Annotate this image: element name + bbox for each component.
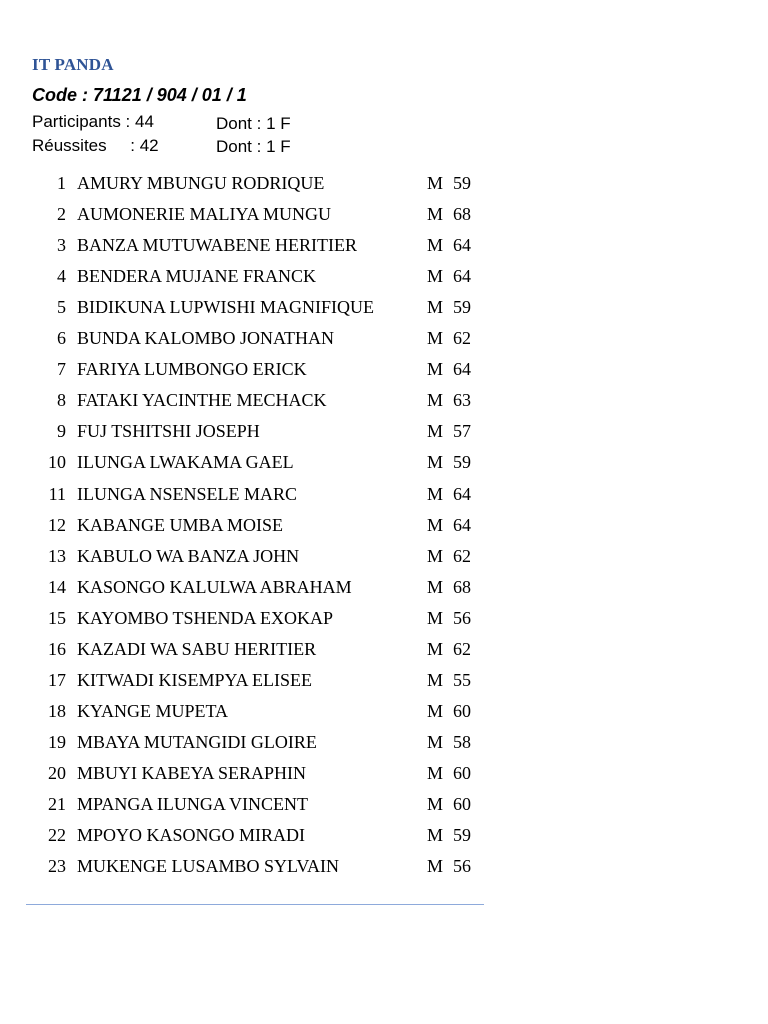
list-item: [0, 359, 500, 381]
list-item: [0, 328, 500, 350]
student-score: 56: [453, 607, 471, 628]
student-name: ILUNGA LWAKAMA GAEL: [77, 452, 294, 473]
student-name: KABULO WA BANZA JOHN: [77, 545, 300, 566]
student-sex: M: [427, 173, 444, 193]
student-sex: M: [427, 576, 444, 597]
student-name: AUMONERIE MALIYA MUNGU: [77, 204, 331, 225]
student-number: 19: [48, 731, 66, 752]
list-item: [0, 732, 500, 754]
list-item: [0, 235, 500, 257]
student-sex: M: [427, 607, 444, 628]
student-sex: M: [427, 700, 444, 721]
student-number: 11: [48, 483, 66, 504]
list-item: [0, 546, 500, 568]
student-sex: M: [427, 856, 444, 877]
student-sex: M: [427, 638, 444, 659]
divider: [26, 904, 484, 905]
student-number: 16: [48, 638, 66, 659]
student-number: 8: [57, 390, 66, 411]
student-score: 58: [453, 731, 471, 752]
student-sex: M: [427, 328, 444, 349]
student-score: 63: [453, 390, 471, 411]
student-number: 18: [48, 700, 66, 721]
student-name: ILUNGA NSENSELE MARC: [77, 483, 298, 504]
student-number: 2: [57, 204, 66, 225]
student-sex: M: [427, 235, 444, 256]
student-name: FUJ TSHITSHI JOSEPH: [77, 421, 260, 442]
student-name: BIDIKUNA LUPWISHI MAGNIFIQUE: [77, 297, 374, 318]
student-score: 64: [453, 514, 471, 535]
student-sex: M: [427, 421, 444, 442]
success-count: Réussites : 42: [32, 136, 159, 155]
student-number: 1: [57, 173, 66, 193]
student-score: 59: [453, 452, 471, 473]
list-item: [0, 577, 500, 599]
student-sex: M: [427, 731, 444, 752]
list-item: [0, 452, 500, 474]
student-score: 55: [453, 669, 471, 690]
student-number: 15: [48, 607, 66, 628]
participants-count: Participants : 44: [32, 112, 154, 131]
list-item: [0, 763, 500, 785]
list-item: [0, 390, 500, 412]
student-score: 62: [453, 328, 471, 349]
student-sex: M: [427, 545, 444, 566]
student-sex: M: [427, 359, 444, 380]
student-score: 57: [453, 421, 471, 442]
student-name: FATAKI YACINTHE MECHACK: [77, 390, 327, 411]
student-name: BUNDA KALOMBO JONATHAN: [77, 328, 335, 349]
student-name: KASONGO KALULWA ABRAHAM: [77, 576, 352, 597]
student-number: 20: [48, 763, 66, 783]
student-number: 5: [57, 297, 66, 318]
student-sex: M: [427, 452, 444, 473]
student-number: 21: [48, 794, 66, 814]
student-name: MBAYA MUTANGIDI GLOIRE: [77, 731, 317, 752]
list-item: [0, 484, 500, 506]
list-item: [0, 856, 500, 878]
student-number: 3: [57, 235, 66, 256]
student-score: 64: [453, 266, 471, 287]
student-number: 9: [57, 421, 66, 442]
list-item: [0, 794, 500, 816]
student-sex: M: [427, 297, 444, 318]
student-sex: M: [427, 794, 444, 814]
student-name: AMURY MBUNGU RODRIQUE: [77, 173, 325, 193]
student-score: 64: [453, 235, 471, 256]
list-item: [0, 825, 500, 847]
school-name: IT PANDA: [32, 55, 114, 74]
list-item: [0, 515, 500, 537]
exam-code: Code : 71121 / 904 / 01 / 1: [32, 85, 247, 105]
student-name: MBUYI KABEYA SERAPHIN: [77, 763, 307, 783]
student-sex: M: [427, 483, 444, 504]
student-name: MPANGA ILUNGA VINCENT: [77, 794, 309, 814]
list-item: [0, 266, 500, 288]
list-item: [0, 204, 500, 226]
student-score: 60: [453, 763, 471, 783]
student-name: KAZADI WA SABU HERITIER: [77, 638, 317, 659]
student-score: 56: [453, 856, 471, 877]
list-item: [0, 670, 500, 692]
student-number: 22: [48, 825, 66, 846]
student-number: 23: [48, 856, 66, 877]
list-item: [0, 608, 500, 630]
student-score: 64: [453, 359, 471, 380]
list-item: [0, 639, 500, 661]
student-sex: M: [427, 204, 444, 225]
student-sex: M: [427, 825, 444, 846]
student-name: MPOYO KASONGO MIRADI: [77, 825, 306, 846]
list-item: [0, 421, 500, 443]
student-name: BANZA MUTUWABENE HERITIER: [77, 235, 357, 256]
student-name: KITWADI KISEMPYA ELISEE: [77, 669, 312, 690]
student-number: 7: [57, 359, 66, 380]
student-number: 14: [48, 576, 66, 597]
student-number: 17: [48, 669, 66, 690]
student-score: 59: [453, 173, 471, 193]
list-item: [0, 173, 500, 195]
participants-female-count: Dont : 1 F: [216, 114, 291, 133]
student-sex: M: [427, 514, 444, 535]
student-score: 59: [453, 297, 471, 318]
student-name: KAYOMBO TSHENDA EXOKAP: [77, 607, 334, 628]
student-number: 6: [57, 328, 66, 349]
student-number: 12: [48, 514, 66, 535]
student-name: FARIYA LUMBONGO ERICK: [77, 359, 307, 380]
student-number: 13: [48, 545, 66, 566]
student-sex: M: [427, 669, 444, 690]
student-score: 62: [453, 638, 471, 659]
student-score: 64: [453, 483, 471, 504]
student-name: BENDERA MUJANE FRANCK: [77, 266, 317, 287]
student-number: 10: [48, 452, 66, 473]
list-item: [0, 701, 500, 723]
student-score: 62: [453, 545, 471, 566]
student-sex: M: [427, 266, 444, 287]
student-score: 60: [453, 794, 471, 814]
student-sex: M: [427, 763, 444, 783]
student-score: 60: [453, 700, 471, 721]
success-female-count: Dont : 1 F: [216, 137, 291, 156]
student-score: 59: [453, 825, 471, 846]
student-score: 68: [453, 576, 471, 597]
student-score: 68: [453, 204, 471, 225]
student-number: 4: [57, 266, 66, 287]
student-name: KABANGE UMBA MOISE: [77, 514, 284, 535]
student-name: KYANGE MUPETA: [77, 700, 229, 721]
list-item: [0, 297, 500, 319]
student-sex: M: [427, 390, 444, 411]
student-name: MUKENGE LUSAMBO SYLVAIN: [77, 856, 340, 877]
